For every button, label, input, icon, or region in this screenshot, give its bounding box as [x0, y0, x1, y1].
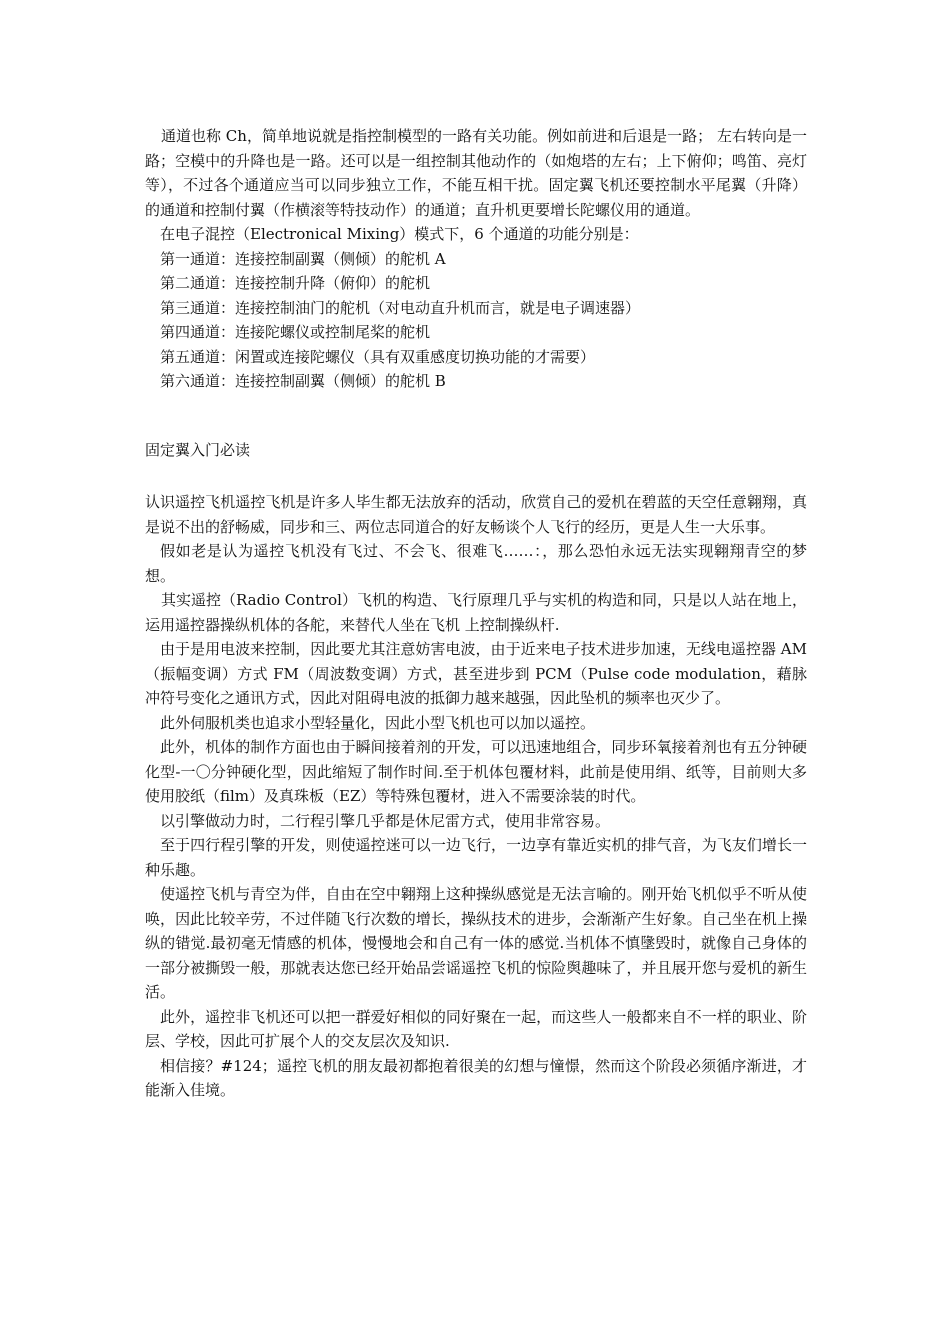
channel-line-4: 第四通道：连接陀螺仪或控制尾桨的舵机	[160, 323, 431, 341]
channel-line-5: 第五通道：闲置或连接陀螺仪（具有双重感度切换功能的才需要）	[160, 347, 596, 366]
section-spacer	[145, 394, 807, 438]
body-paragraph-4: 由于是用电波来控制，因此要尤其注意妨害电波，由于近来电子技术进步加速，无线电遥控器 AM（振幅变调）方式 FM（周波数变调）方式，甚至进步到 PCM（Pulse code modulation，藉脉冲符号变化之通讯方式，因此对阻碍电波的抵御力越来越强，因此坠机的频率也灭少了。	[145, 640, 807, 707]
document-page	[145, 124, 807, 1103]
body-paragraph-11: 相信接？#124；遥控飞机的朋友最初都抱着很美的幻想与憧憬，然而这个阶段必须循序渐进，才能渐入佳境。	[145, 1056, 807, 1099]
body-paragraph-3: 其实遥控（Radio Control）飞机的构造、飞行原理几乎与实机的构造和同，只是以人站在地上，运用遥控器操纵机体的各舵，来替代人坐在飞机 上控制操纵杆.	[145, 591, 807, 634]
body-paragraph-9: 使遥控飞机与青空为伴，自由在空中翱翔上这种操纵感觉是无法言喻的。刚开始飞机似乎不听从使唤，因此比较辛劳，不过伴随飞行次数的增长，操纵技术的进步，会渐渐产生好象。自己坐在机上操纵的错觉.最初毫无情感的机体，慢慢地会和自己有一体的感觉.当机体不慎墬毁时，就像自己身体的一部分被撕毁一般，那就表达您已经开始品尝谣遥控飞机的惊险舆趣味了，并且展开您与爱机的新生活。	[145, 885, 807, 1001]
channel-line-6: 第六通道：连接控制副翼（侧倾）的舵机 B	[160, 372, 446, 390]
channel-intro-paragraph: 通道也称 Ch，简单地说就是指控制模型的一路有关功能。例如前进和后退是一路； 左右转向是一路；空模中的升降也是一路。还可以是一组控制其他动作的（如炮塔的左右；上下俯仰；鸣笛、亮灯等），不过各个通道应当可以同步独立工作，不能互相干扰。固定翼飞机还要控制水平尾翼（升降）的通道和控制付翼（作横滚等特技动作）的通道；直升机更要增长陀螺仪用的通道。	[145, 127, 807, 219]
channel-line-2: 第二通道：连接控制升降（俯仰）的舵机	[160, 274, 431, 292]
body-paragraph-5: 此外伺服机类也追求小型轻量化，因此小型飞机也可以加以遥控。	[160, 713, 596, 732]
heading-spacer	[145, 462, 807, 490]
channel-line-3: 第三通道：连接控制油门的舵机（对电动直升机而言，就是电子调速器）	[160, 298, 641, 317]
body-paragraph-10: 此外，遥控非飞机还可以把一群爱好相似的同好聚在一起，而这些人一般都来自不一样的职业、阶层、学校，因此可扩展个人的交友层次及知识.	[145, 1007, 807, 1050]
body-paragraph-8: 至于四行程引擎的开发，则使遥控迷可以一边飞行，一边享有靠近实机的排气音，为飞友们增长一种乐趣。	[145, 836, 807, 879]
body-paragraph-2: 假如老是认为遥控飞机没有飞过、不会飞、很难飞……：，那么恐怕永远无法实现翱翔青空的梦想。	[145, 542, 807, 585]
channel-line-1: 第一通道：连接控制副翼（侧倾）的舵机 A	[160, 249, 446, 268]
mixing-intro-line: 在电子混控（Electronical Mixing）模式下，6 个通道的功能分别是：	[160, 225, 639, 243]
section-heading: 固定翼入门必读	[145, 440, 251, 459]
body-paragraph-7: 以引擎做动力时，二行程引擎几乎都是休尼雷方式，使用非常容易。	[160, 811, 611, 830]
body-paragraph-1: 认识遥控飞机遥控飞机是许多人毕生都无法放弃的活动，欣赏自己的爱机在碧蓝的天空任意翱翔，真是说不出的舒畅威，同步和三、两位志同道合的好友畅谈个人飞行的经历，更是人生一大乐事。	[145, 493, 807, 536]
body-paragraph-6: 此外，机体的制作方面也由于瞬间接着剂的开发，可以迅速地组合，同步环氧接着剂也有五分钟硬化型-一〇分钟硬化型，因此缩短了制作时间.至于机体包覆材料，此前是使用绢、纸等，目前则大多使用胶纸（film）及真珠板（EZ）等特殊包覆材，进入不需要涂装的时代。	[145, 738, 807, 805]
